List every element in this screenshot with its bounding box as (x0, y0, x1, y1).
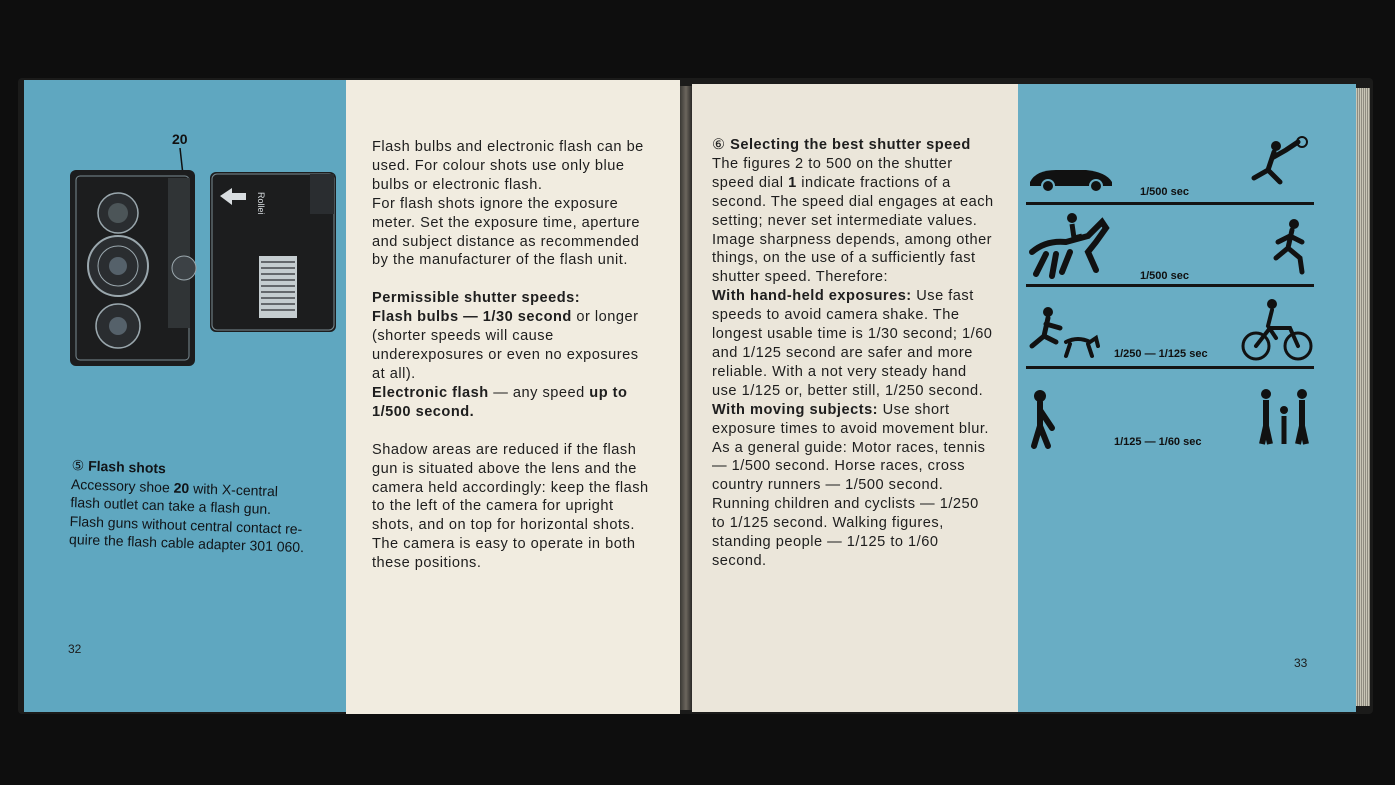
shutter-heading: ⑥ Selecting the best shutter speed (712, 137, 971, 153)
speed-label-row-2: 1/500 sec (1140, 270, 1189, 282)
paragraph-shadow-areas: Shadow areas are reduced if the flash gun is situated above the lens and the camera held accordingly: keep the flash to the left of the camera for upright shots, and on top for horizontal shots. (372, 441, 649, 534)
caption-line-2: flash outlet can take a flash gun. (70, 493, 272, 517)
page-edges (1356, 88, 1370, 706)
paragraph-flash-bulbs: Flash bulbs — 1/30 second or longer (shorter speeds will cause underexposures or even no exposures at all). (372, 309, 639, 382)
paragraph-speed-dial: The figures 2 to 500 on the shutter speed dial 1 indicate fractions of a second. The speed dial engages at each setting; never set intermediate values. Image sharpness depends, among other things, on the use of a sufficiently fast shutter speed. Therefore: (712, 155, 994, 286)
flash-shots-caption (69, 456, 342, 558)
speed-label-row-1: 1/500 sec (1140, 186, 1189, 198)
walking-man-icon (1026, 388, 1066, 452)
camera-illustration (60, 148, 345, 378)
paragraph-hand-held: With hand-held exposures: Use fast speeds to avoid camera shake. The longest usable time is 1/30 second; 1/60 and 1/125 second are safer and more reliable. With a not very steady hand use 1/125 or, better still, 1/250 second. (712, 288, 993, 399)
shutter-speed-chart (1022, 130, 1314, 460)
standing-people-icon (1256, 386, 1312, 450)
cyclist-icon (1240, 298, 1314, 362)
caption-title: ⑤ Flash shots (71, 456, 167, 477)
race-car-icon (1026, 164, 1116, 192)
camera-brand-text: Rollei (256, 192, 266, 215)
caption-line-4: quire the flash cable adapter 301 060. (68, 530, 305, 556)
caption-line-1: Accessory shoe 20 with X-central (70, 475, 279, 499)
caption-line-3: Flash guns without central contact re- (69, 512, 303, 537)
paragraph-easy-operate: The camera is easy to operate in both these positions. (372, 536, 636, 572)
chart-divider-2 (1026, 284, 1314, 287)
paragraph-flash-types: Flash bulbs and electronic flash can be used. For colour shots use only blue bulbs or electronic flash. (372, 139, 644, 193)
page-number-right: 33 (1294, 656, 1308, 670)
horse-rider-icon (1026, 212, 1110, 282)
paragraph-electronic-flash: Electronic flash — any speed up to 1/500 second. (372, 384, 628, 420)
paragraph-moving-subjects: With moving subjects: Use short exposure times to avoid movement blur. As a general guide: Motor races, tennis — 1/500 second. Horse races, cross country runners — 1/500 second. Running children and cyclists — 1/250 to 1/125 second. Walking figures, standing people — 1/125 to 1/60 second. (712, 401, 989, 569)
chart-divider-1 (1026, 202, 1314, 205)
right-text-column (712, 136, 994, 571)
shutter-speeds-heading: Permissible shutter speeds: (372, 290, 581, 307)
paragraph-exposure-meter: For flash shots ignore the exposure meter. Set the exposure time, aperture and subject distance as recommended by the manufacturer of the flash unit. (372, 195, 641, 269)
left-text-column (372, 138, 656, 573)
tennis-player-icon (1240, 136, 1312, 194)
speed-label-row-4: 1/125 — 1/60 sec (1114, 436, 1202, 448)
child-and-dog-icon (1026, 306, 1102, 362)
page-number-left: 32 (68, 642, 82, 656)
runner-icon (1266, 218, 1314, 276)
chart-divider-3 (1026, 366, 1314, 369)
book-spine (680, 86, 692, 710)
figure-callout-20: 20 (172, 131, 188, 147)
speed-label-row-3: 1/250 — 1/125 sec (1114, 348, 1208, 360)
